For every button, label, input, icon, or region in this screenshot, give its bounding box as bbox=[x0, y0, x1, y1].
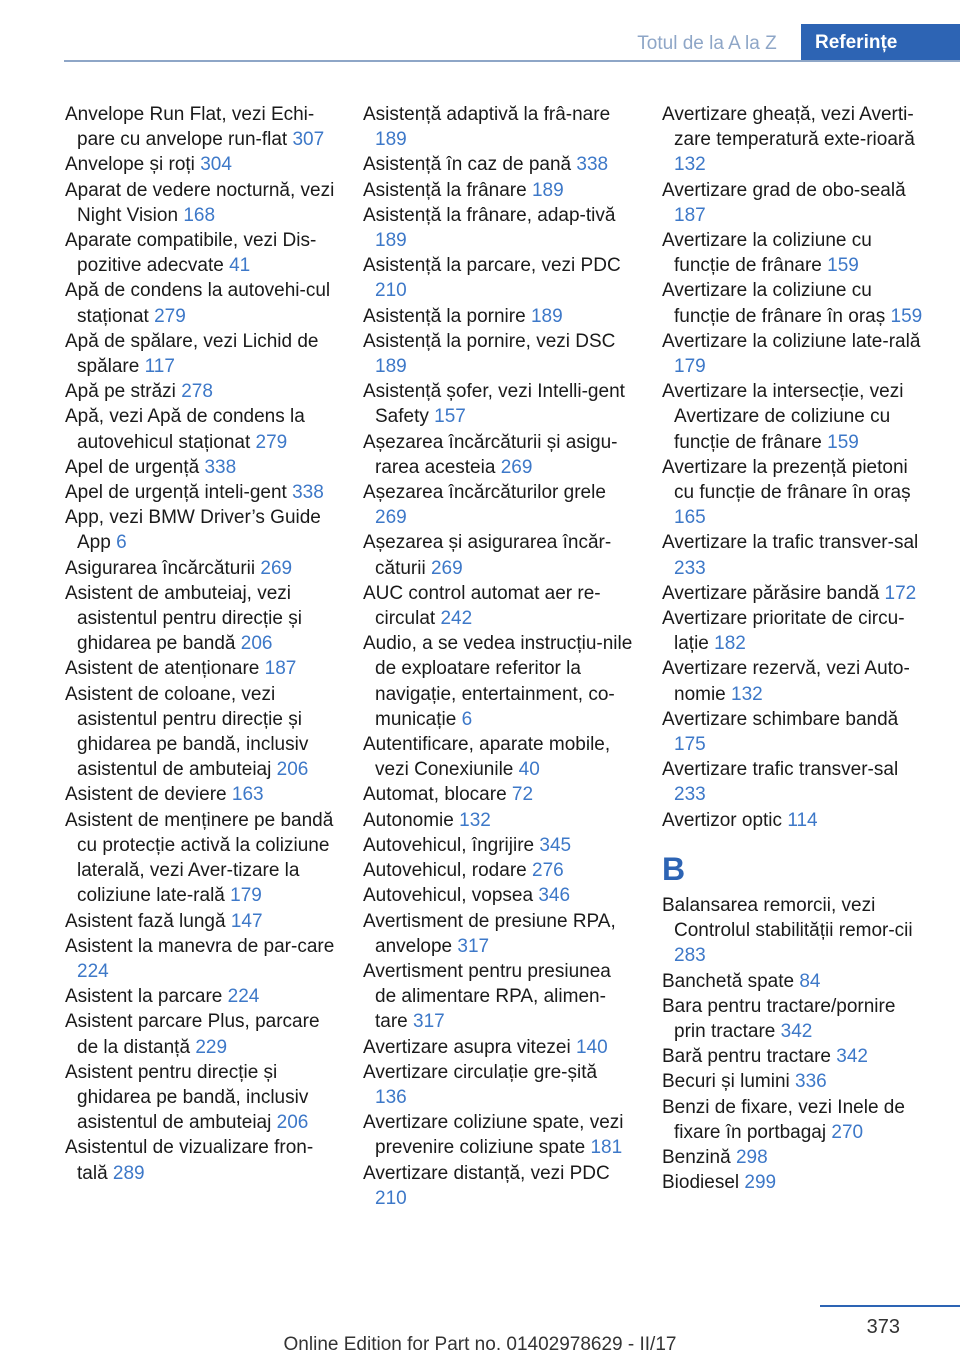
index-term: Asistent parcare Plus, parcare de la distanță bbox=[65, 1011, 320, 1058]
index-entry bbox=[65, 278, 335, 328]
index-term: Așezarea încărcăturilor grele bbox=[363, 482, 606, 504]
index-entry bbox=[662, 455, 932, 531]
page-reference-link[interactable]: 269 bbox=[500, 456, 533, 478]
index-term: Avertizare distanță, vezi PDC bbox=[363, 1162, 610, 1184]
page-reference-link[interactable]: 187 bbox=[674, 204, 706, 226]
index-term: Avertizare coliziune spate, vezi prevenire coliziune spate bbox=[363, 1112, 624, 1159]
index-term: Benzi de fixare, vezi Inele de fixare în portbagaj bbox=[662, 1096, 905, 1143]
index-entry bbox=[363, 631, 633, 732]
page-reference-link[interactable]: 175 bbox=[674, 734, 706, 756]
section-letter-heading: B bbox=[662, 850, 686, 887]
index-term: Automat, blocare bbox=[363, 784, 507, 806]
index-entry bbox=[65, 682, 335, 783]
index-entry bbox=[363, 480, 633, 530]
index-term: Bara pentru tractare/pornire prin tractare bbox=[662, 995, 896, 1042]
index-columns bbox=[65, 102, 945, 1272]
index-entry bbox=[65, 581, 335, 657]
page-reference-link[interactable]: 181 bbox=[590, 1137, 623, 1159]
index-entry bbox=[65, 152, 335, 177]
index-term: Asistență în caz de pană bbox=[363, 154, 572, 176]
index-entry bbox=[65, 556, 335, 581]
page-reference-link[interactable]: 159 bbox=[827, 255, 859, 277]
index-term: Asistent de ambuteiaj, vezi asistentul pentru direcție și ghidarea pe bandă bbox=[65, 582, 302, 655]
index-entry bbox=[662, 707, 932, 757]
index-entry bbox=[363, 102, 633, 152]
page-reference-link[interactable]: 182 bbox=[714, 633, 746, 655]
index-entry bbox=[662, 757, 932, 807]
index-entry bbox=[65, 656, 335, 681]
index-term: Aparat de vedere nocturnă, vezi Night Vision bbox=[65, 179, 335, 226]
section-tab[interactable]: Totul de la A la Z bbox=[637, 33, 777, 54]
index-entry bbox=[363, 430, 633, 480]
index-entry bbox=[662, 1170, 932, 1195]
index-term: Biodiesel bbox=[662, 1172, 740, 1194]
index-entry bbox=[363, 178, 633, 203]
index-term: Asistentul de vizualizare fron-tală bbox=[65, 1137, 314, 1184]
index-term: Avertisment pentru presiunea de alimentare RPA, alimen-tare bbox=[363, 960, 611, 1033]
index-term: Avertizare la coliziune late-rală bbox=[662, 330, 921, 352]
index-column-1 bbox=[65, 102, 335, 1186]
index-term: Benzină bbox=[662, 1146, 731, 1168]
page-reference-link[interactable]: 307 bbox=[292, 129, 325, 151]
index-term: Autonomie bbox=[363, 809, 454, 831]
index-term: Avertizare la coliziune cu funcție de frânare în oraș bbox=[662, 280, 886, 327]
page-reference-link[interactable]: 336 bbox=[795, 1071, 827, 1093]
index-entry bbox=[363, 203, 633, 253]
index-entry bbox=[65, 984, 335, 1009]
page-reference-link[interactable]: 147 bbox=[230, 910, 263, 932]
index-term: Asistent la parcare bbox=[65, 986, 223, 1008]
index-entry bbox=[363, 304, 633, 329]
index-entry bbox=[65, 379, 335, 404]
index-entry bbox=[65, 1060, 335, 1136]
page-reference-link[interactable]: 283 bbox=[674, 945, 706, 967]
index-term: Anvelope și roți bbox=[65, 154, 195, 176]
page-reference-link[interactable]: 345 bbox=[539, 834, 572, 856]
page-reference-link[interactable]: 269 bbox=[375, 507, 407, 529]
page-reference-link[interactable]: 342 bbox=[836, 1046, 868, 1068]
page-reference-link[interactable]: 278 bbox=[181, 381, 213, 403]
index-term: Asistență la pornire, vezi DSC bbox=[363, 330, 616, 352]
page-reference-link[interactable]: 206 bbox=[276, 759, 309, 781]
index-term: Avertisment de presiune RPA, anvelope bbox=[363, 910, 616, 957]
index-column-2 bbox=[363, 102, 633, 1211]
index-term: Autovehicul, îngrijire bbox=[363, 834, 535, 856]
page-reference-link[interactable]: 276 bbox=[532, 860, 564, 882]
index-entry bbox=[662, 994, 932, 1044]
page-reference-link[interactable]: 72 bbox=[511, 784, 534, 806]
index-entry bbox=[65, 455, 335, 480]
index-entry bbox=[662, 1044, 932, 1069]
index-term: AUC control automat aer re-circulat bbox=[363, 582, 601, 630]
index-entry bbox=[363, 808, 633, 833]
page-reference-link[interactable]: 224 bbox=[227, 986, 260, 1008]
index-term: Apă, vezi Apă de condens la autovehicul staționat bbox=[65, 406, 305, 453]
index-entry bbox=[363, 782, 633, 807]
page-reference-link[interactable]: 304 bbox=[200, 154, 232, 176]
index-term: Avertizor optic bbox=[662, 809, 783, 831]
page-reference-link[interactable]: 189 bbox=[531, 179, 564, 201]
index-term: Avertizare prioritate de circu-lație bbox=[662, 608, 905, 655]
page-reference-link[interactable]: 189 bbox=[375, 230, 407, 252]
index-term: Aparate compatibile, vezi Dis-pozitive adecvate bbox=[65, 230, 317, 277]
page-reference-link[interactable]: 206 bbox=[276, 1112, 309, 1134]
index-entry bbox=[363, 1060, 633, 1110]
index-entry bbox=[363, 152, 633, 177]
index-entry bbox=[65, 782, 335, 807]
index-entry bbox=[363, 1110, 633, 1160]
index-entry bbox=[363, 883, 633, 908]
page-reference-link[interactable]: 298 bbox=[735, 1146, 768, 1168]
index-term: Asistent pentru direcție și ghidarea pe bandă, inclusiv asistentul de ambuteiaj bbox=[65, 1061, 309, 1134]
index-entry bbox=[65, 480, 335, 505]
page-reference-link[interactable]: 279 bbox=[255, 431, 288, 453]
page-reference-link[interactable]: 114 bbox=[787, 809, 818, 831]
index-column-3 bbox=[662, 102, 932, 1195]
index-entry bbox=[662, 228, 932, 278]
index-entry bbox=[363, 1161, 633, 1211]
index-entry bbox=[363, 858, 633, 883]
page-reference-link[interactable]: 269 bbox=[260, 557, 293, 579]
page-reference-link[interactable]: 40 bbox=[518, 759, 540, 781]
page-number: 373 bbox=[866, 1316, 900, 1338]
index-term: Apel de urgență bbox=[65, 456, 200, 478]
index-entry bbox=[662, 379, 932, 455]
page-reference-link[interactable]: 270 bbox=[831, 1121, 864, 1143]
page-reference-link[interactable]: 117 bbox=[144, 356, 175, 378]
page-reference-link[interactable]: 210 bbox=[375, 1187, 407, 1209]
index-term: Becuri și lumini bbox=[662, 1071, 790, 1093]
page-reference-link[interactable]: 338 bbox=[576, 154, 609, 176]
index-term: Asistent de menținere pe bandă cu protecție activă la coliziune laterală, vezi Aver-tizare la coliziune late-rală bbox=[65, 809, 334, 907]
page-reference-link[interactable]: 229 bbox=[195, 1036, 228, 1058]
index-entry bbox=[65, 1009, 335, 1059]
index-entry bbox=[363, 833, 633, 858]
index-entry bbox=[662, 1069, 932, 1094]
page-reference-link[interactable]: 279 bbox=[154, 305, 186, 327]
page-reference-link[interactable]: 338 bbox=[204, 456, 237, 478]
index-entry bbox=[363, 329, 633, 379]
page-reference-link[interactable]: 159 bbox=[827, 431, 859, 453]
page-reference-link[interactable]: 6 bbox=[116, 532, 127, 554]
index-entry bbox=[662, 329, 932, 379]
index-entry bbox=[662, 278, 932, 328]
index-entry bbox=[363, 530, 633, 580]
page-reference-link[interactable]: 132 bbox=[674, 154, 706, 176]
index-term: Avertizare grad de obo-seală bbox=[662, 179, 906, 201]
index-term: Asigurarea încărcăturii bbox=[65, 557, 256, 579]
index-term: Avertizare la intersecție, vezi Avertizare de coliziune cu funcție de frânare bbox=[662, 381, 904, 453]
index-term: Asistență la pornire bbox=[363, 305, 526, 327]
page-reference-link[interactable]: 346 bbox=[538, 885, 571, 907]
page-reference-link[interactable]: 140 bbox=[575, 1036, 608, 1058]
chapter-tab[interactable]: Referințe bbox=[801, 24, 960, 62]
footer-edition: Online Edition for Part no. 01402978629 - II/17 bbox=[283, 1334, 677, 1355]
index-term: Avertizare la trafic transver-sal bbox=[662, 532, 919, 554]
page-reference-link[interactable]: 163 bbox=[231, 784, 264, 806]
page-number-rule bbox=[820, 1305, 960, 1307]
index-term: Avertizare asupra vitezei bbox=[363, 1036, 571, 1058]
page-reference-link[interactable]: 317 bbox=[413, 1011, 445, 1033]
index-entry bbox=[65, 505, 335, 555]
index-term: Asistență la parcare, vezi PDC bbox=[363, 255, 621, 277]
page-reference-link[interactable]: 233 bbox=[674, 557, 706, 579]
index-term: Asistență la frânare bbox=[363, 179, 527, 201]
index-entry bbox=[363, 909, 633, 959]
index-entry bbox=[662, 178, 932, 228]
index-entry bbox=[662, 606, 932, 656]
index-term: App, vezi BMW Driver’s Guide App bbox=[65, 507, 321, 554]
index-term: Așezarea și asigurarea încăr-căturii bbox=[363, 532, 612, 579]
page-reference-link[interactable]: 289 bbox=[112, 1162, 145, 1184]
index-term: Apă de spălare, vezi Lichid de spălare bbox=[65, 330, 319, 378]
page-reference-link[interactable]: 6 bbox=[461, 708, 473, 730]
page-reference-link[interactable]: 179 bbox=[674, 356, 706, 378]
page-reference-link[interactable]: 242 bbox=[440, 608, 473, 630]
index-term: Asistență la frânare, adap-tivă bbox=[363, 204, 616, 226]
page-reference-link[interactable]: 187 bbox=[264, 658, 297, 680]
index-entry bbox=[363, 253, 633, 303]
index-term: Avertizare la coliziune cu funcție de frânare bbox=[662, 230, 872, 277]
index-entry bbox=[662, 893, 932, 969]
index-term: Asistență adaptivă la frâ-nare bbox=[363, 104, 611, 125]
index-entry bbox=[662, 1095, 932, 1145]
page-reference-link[interactable]: 317 bbox=[457, 935, 490, 957]
page-reference-link[interactable]: 269 bbox=[430, 557, 463, 579]
index-term: Apă pe străzi bbox=[65, 381, 176, 403]
index-entry bbox=[65, 228, 335, 278]
page-reference-link[interactable]: 157 bbox=[434, 406, 466, 428]
page-reference-link[interactable]: 179 bbox=[230, 885, 262, 907]
index-term: Autentificare, aparate mobile, vezi Conexiunile bbox=[363, 734, 611, 781]
index-entry bbox=[662, 581, 932, 606]
page-reference-link[interactable]: 84 bbox=[799, 970, 821, 992]
index-term: Anvelope Run Flat, vezi Echi-pare cu anvelope run-flat bbox=[65, 104, 315, 151]
index-entry bbox=[363, 1035, 633, 1060]
index-term: Avertizare schimbare bandă bbox=[662, 708, 899, 730]
index-term: Autovehicul, vopsea bbox=[363, 885, 534, 907]
page-reference-link[interactable]: 210 bbox=[375, 280, 407, 302]
index-entry bbox=[363, 379, 633, 429]
header-bar bbox=[64, 24, 960, 62]
index-term: Asistent de deviere bbox=[65, 784, 227, 806]
index-term: Banchetă spate bbox=[662, 970, 795, 992]
page-reference-link[interactable]: 224 bbox=[77, 960, 109, 982]
index-entry bbox=[662, 530, 932, 580]
page-reference-link[interactable]: 189 bbox=[375, 129, 407, 151]
index-term: Asistent fază lungă bbox=[65, 910, 226, 932]
index-entry bbox=[363, 732, 633, 782]
index-entry bbox=[662, 969, 932, 994]
header-rule bbox=[64, 60, 960, 62]
index-term: Avertizare circulație gre-șită bbox=[363, 1061, 598, 1083]
page-reference-link[interactable]: 189 bbox=[530, 305, 563, 327]
page-reference-link[interactable]: 233 bbox=[674, 784, 706, 806]
page-reference-link[interactable]: 41 bbox=[229, 255, 251, 277]
index-entry bbox=[662, 102, 932, 178]
page-reference-link[interactable]: 132 bbox=[459, 809, 491, 831]
index-entry bbox=[662, 1145, 932, 1170]
page-reference-link[interactable]: 136 bbox=[375, 1086, 407, 1108]
page-reference-link[interactable]: 299 bbox=[744, 1172, 777, 1194]
index-term: Avertizare trafic transver-sal bbox=[662, 759, 899, 781]
page-reference-link[interactable]: 165 bbox=[674, 507, 706, 529]
index-entry bbox=[363, 959, 633, 1035]
index-entry bbox=[65, 329, 335, 379]
index-term: Avertizare la prezență pietoni cu funcție de frânare în oraș bbox=[662, 456, 911, 504]
index-term: Asistent de coloane, vezi asistentul pentru direcție și ghidarea pe bandă, inclusiv asistentul de ambuteiaj bbox=[65, 683, 309, 781]
page-reference-link[interactable]: 338 bbox=[292, 482, 324, 504]
index-entry bbox=[363, 581, 633, 631]
page-reference-link[interactable]: 172 bbox=[884, 582, 917, 604]
index-term: Avertizare părăsire bandă bbox=[662, 582, 880, 604]
index-term: Balansarea remorcii, vezi Controlul stabilității remor-cii bbox=[662, 894, 913, 942]
index-term: Așezarea încărcăturii și asigu-rarea acesteia bbox=[363, 431, 618, 478]
index-term: Avertizare gheață, vezi Averti-zare temperatură exte-rioară bbox=[662, 104, 915, 151]
index-term: Autovehicul, rodare bbox=[363, 860, 527, 882]
index-term: Apel de urgență inteli-gent bbox=[65, 482, 287, 504]
page-reference-link[interactable]: 342 bbox=[780, 1020, 813, 1042]
index-term: Avertizare rezervă, vezi Auto-nomie bbox=[662, 658, 910, 705]
index-entry bbox=[65, 1135, 335, 1185]
index-entry bbox=[662, 808, 932, 833]
index-term: Asistent la manevra de par-care bbox=[65, 935, 335, 957]
page-reference-link[interactable]: 168 bbox=[183, 204, 216, 226]
index-term: Asistență șofer, vezi Intelli-gent Safety bbox=[363, 381, 625, 428]
index-term: Apă de condens la autovehi-cul staționat bbox=[65, 280, 331, 327]
index-entry bbox=[65, 808, 335, 909]
index-term: Asistent de atenționare bbox=[65, 658, 260, 680]
index-term: Bară pentru tractare bbox=[662, 1046, 831, 1068]
index-entry bbox=[65, 934, 335, 984]
page-reference-link[interactable]: 159 bbox=[890, 305, 923, 327]
page-reference-link[interactable]: 189 bbox=[375, 356, 407, 378]
index-entry bbox=[662, 656, 932, 706]
index-entry bbox=[65, 102, 335, 152]
index-term: Audio, a se vedea instrucțiu-nile de exploatare referitor la navigație, entertainment, co-municație bbox=[363, 633, 633, 730]
page-reference-link[interactable]: 206 bbox=[240, 633, 273, 655]
page-reference-link[interactable]: 132 bbox=[731, 683, 763, 705]
index-entry bbox=[65, 178, 335, 228]
index-entry bbox=[65, 404, 335, 454]
index-entry bbox=[65, 909, 335, 934]
